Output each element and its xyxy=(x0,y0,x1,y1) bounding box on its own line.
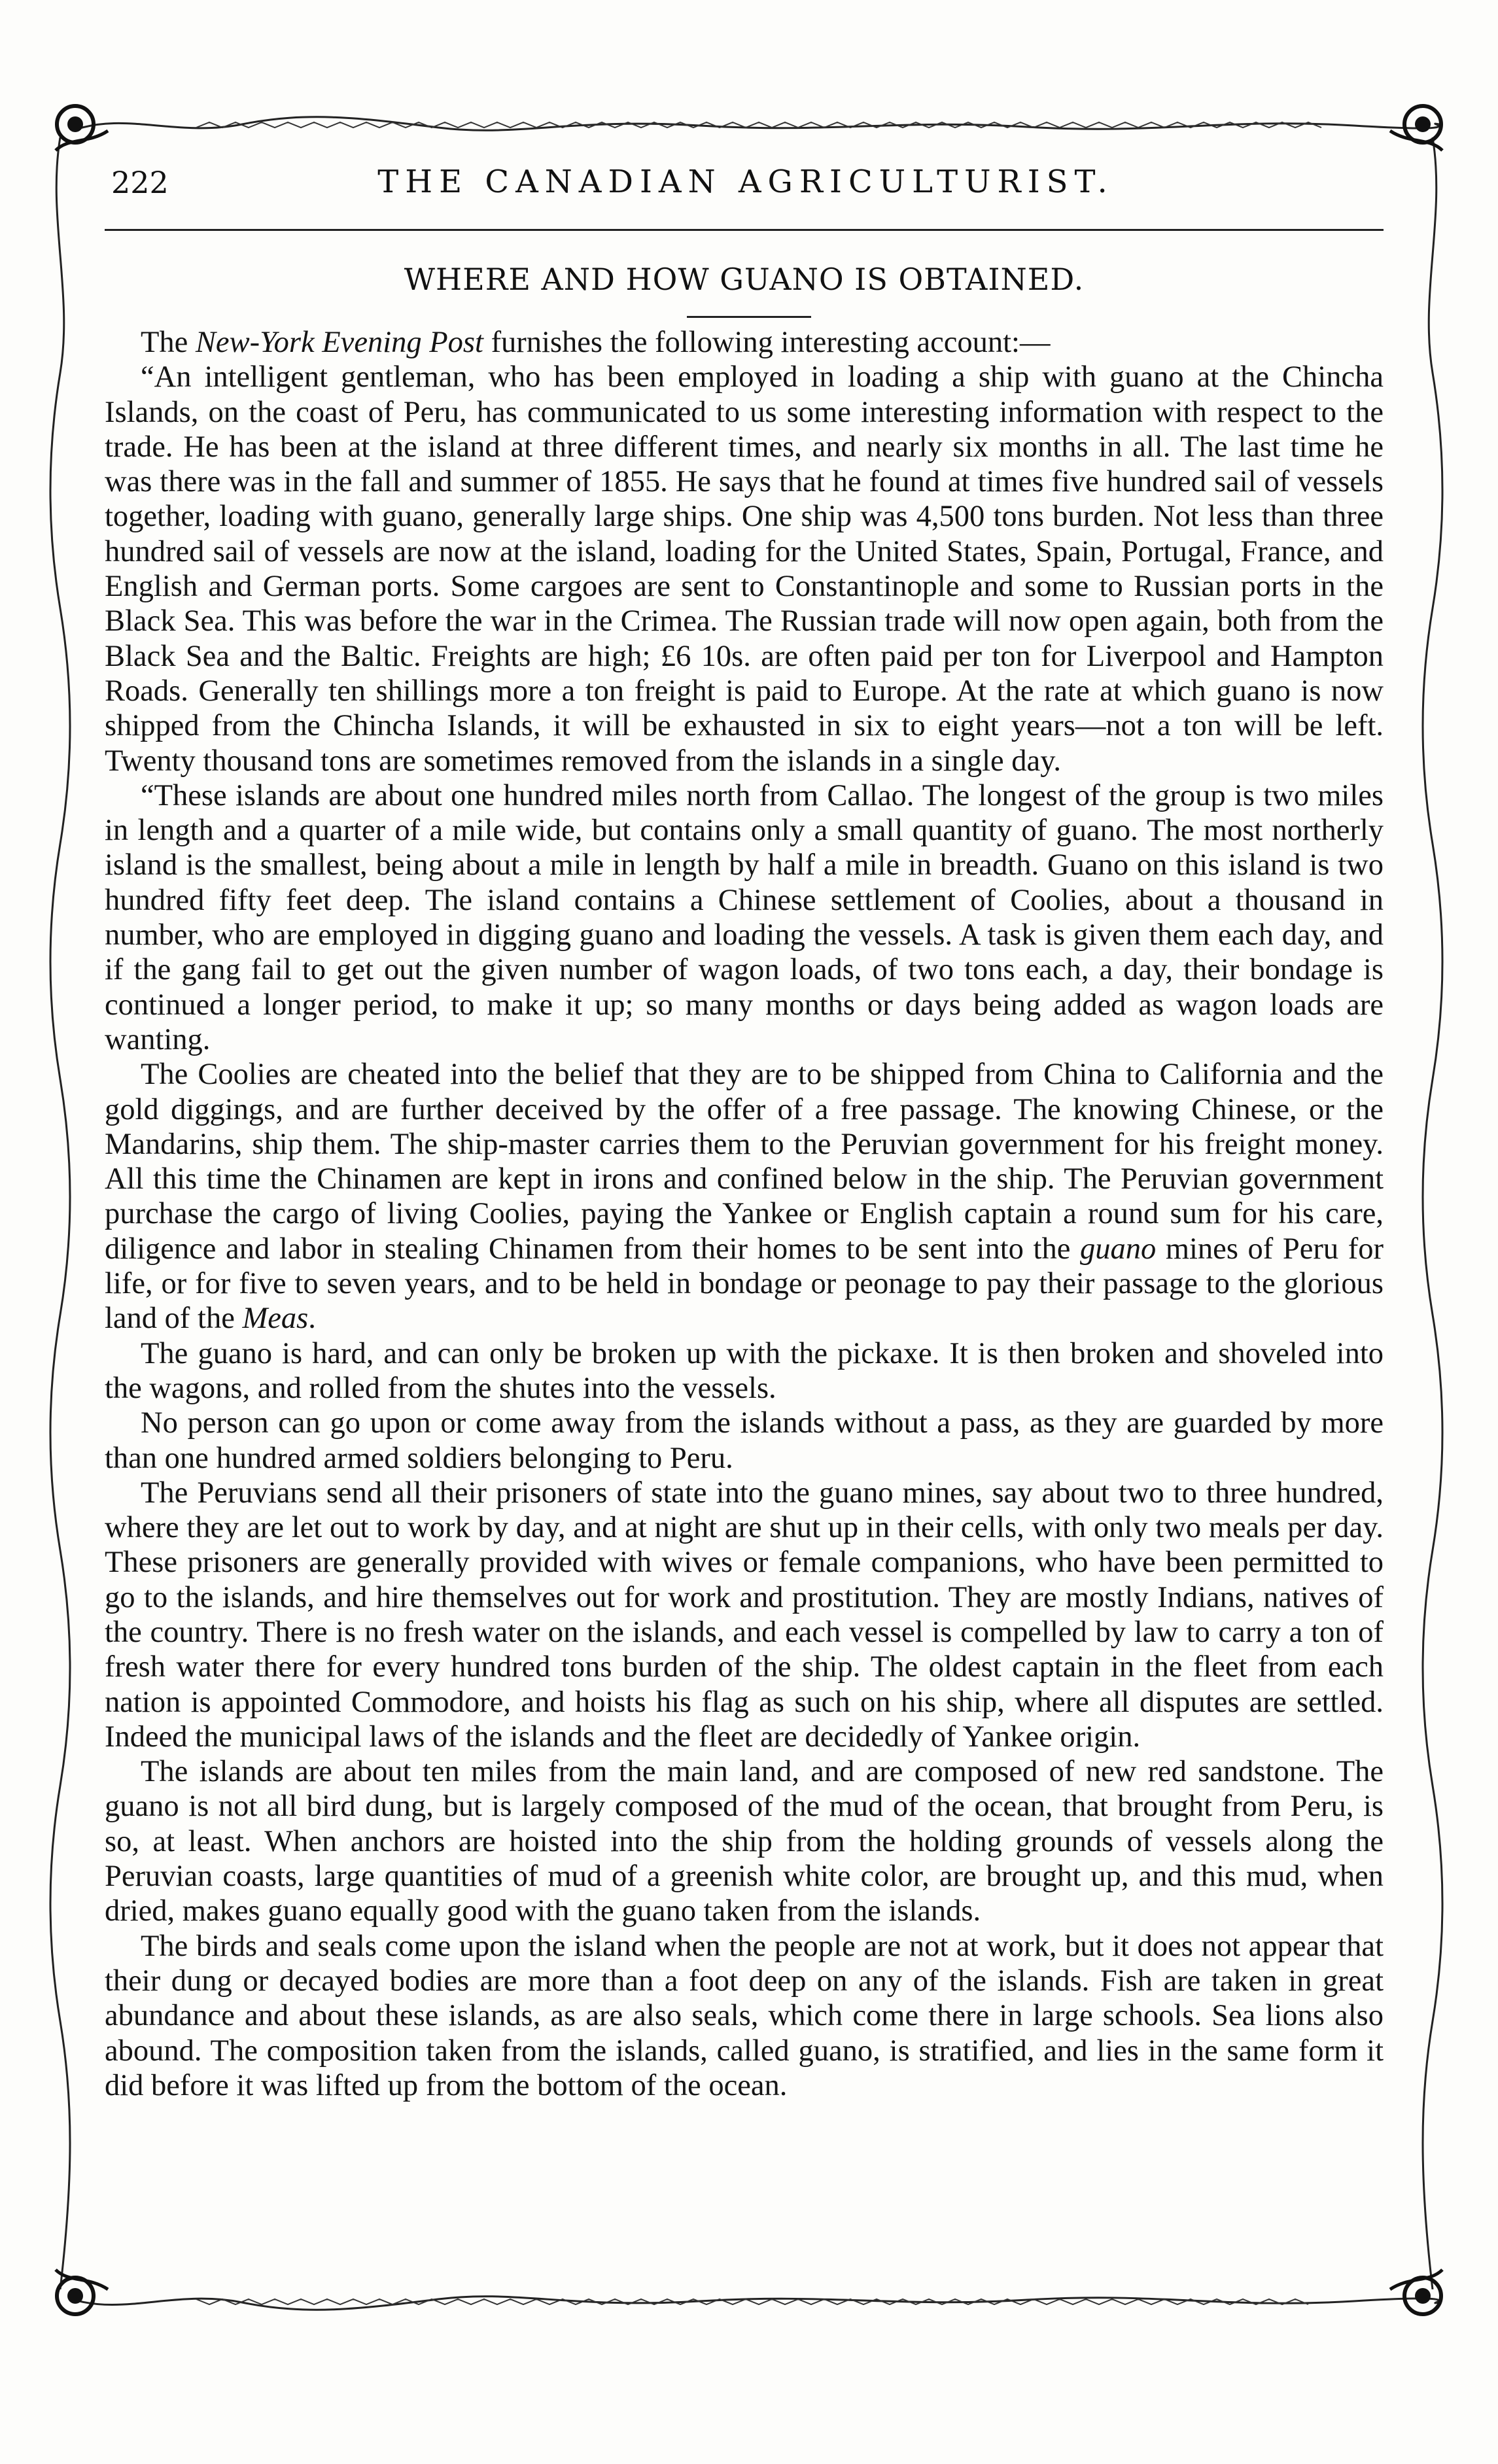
header-rule xyxy=(105,229,1384,231)
article-body xyxy=(105,325,1384,2103)
paragraph-4: The guano is hard, and can only be broken up with the pickaxe. It is then broken and shoveled into the wagons, and rolled from the shutes into the vessels. xyxy=(105,1336,1384,1405)
paragraph-5: No person can go upon or come away from the islands without a pass, as they are guarded by more than one hundred armed soldiers belonging to Peru. xyxy=(105,1406,1384,1475)
top-ornamental-border xyxy=(46,98,1452,144)
article-title: WHERE AND HOW GUANO IS OBTAINED. xyxy=(404,262,1085,297)
corner-flourish-icon xyxy=(1377,2250,1455,2329)
title-rule xyxy=(687,316,811,318)
paragraph-2: “These islands are about one hundred miles north from Callao. The longest of the group is two miles in length and a quarter of a mile wide, but contains only a small quantity of guano. The most northerly island is the smallest, being about a mile in length by half a mile in breadth. Guano on this island is two hundred fifty feet deep. The island contains a Chinese settlement of Coolies, about a thousand in number, who are employed in digging guano and loading the vessels. A task is given them each day, and if the gang fail to get out the given number of wagon loads, of two tons each, a day, their bondage is continued a longer period, to make it up; so many months or days being added as wagon loads are wanting. xyxy=(105,778,1384,1056)
paragraph-1: “An intelligent gentleman, who has been employed in loading a ship with guano at the Chincha Islands, on the coast of Peru, has communicated to us some interesting information with respect to the trade. He has been at the island at three different times, and nearly six months in all. The last time he was there was in the fall and summer of 1855. He says that he found at times five hundred sail of vessels together, loading with guano, generally large ships. One ship was 4,500 tons burden. Not less than three hundred sail of vessels are now at the island, loading for the United States, Spain, Portugal, France, and English and German ports. Some cargoes are sent to Constantinople and some to Russian ports in the Black Sea. This was before the war in the Crimea. The Russian trade will now open again, both from the Black Sea and the Baltic. Freights are high; £6 10s. are often paid per ton for Liverpool and Hampton Roads. Generally ten shillings more a ton freight is paid to Europe. At the rate at which guano is now shipped from the Chincha Islands, it will be exhausted in six to eight years—not a ton will be left. Twenty thousand tons are sometimes removed from the islands in a single day. xyxy=(105,360,1384,778)
paragraph-7: The islands are about ten miles from the main land, and are composed of new red sandstone. The guano is not all bird dung, but is largely composed of the mud of the ocean, that brought from Peru, is so, at least. When anchors are hoisted into the ship from the holding grounds of vessels along the Peruvian coasts, large quantities of mud of a greenish white color, are brought up, and this mud, when dried, makes guano equally good with the guano taken from the islands. xyxy=(105,1755,1384,1928)
bottom-ornamental-border xyxy=(46,2280,1452,2325)
corner-flourish-icon xyxy=(1377,92,1455,170)
intro-paragraph: The New-York Evening Post furnishes the following interesting account:— xyxy=(141,326,1051,359)
paragraph-3: The Coolies are cheated into the belief that they are to be shipped from China to California and the gold diggings, and are further deceived by the offer of a free passage. The knowing Chinese, or the Mandarins, ship them. The ship-master carries them to the Peruvian government for his freight money. All this time the Chinamen are kept in irons and confined below in the ship. The Peruvian government purchase the cargo of living Coolies, paying the Yankee or English captain a round sum for his care, diligence and labor in stealing Chinamen from their homes to be sent into the guano mines of Peru for life, or for five to seven years, and to be held in bondage or peonage to pay their passage to the glorious land of the Meas. xyxy=(105,1058,1384,1336)
running-title: THE CANADIAN AGRICULTURIST. xyxy=(377,164,1114,200)
corner-flourish-icon xyxy=(43,2250,121,2329)
paragraph-8: The birds and seals come upon the island when the people are not at work, but it does not appear that their dung or decayed bodies are more than a foot deep on any of the islands. Fish are taken in great abundance and about these islands, as are also seals, which come there in large schools. Sea lions also abound. The composition taken from the islands, called guano, is stratified, and lies in the same form it did before it was lifted up from the bottom of the ocean. xyxy=(105,1929,1384,2102)
left-ornamental-border xyxy=(41,137,80,2289)
page-number: 222 xyxy=(111,165,169,200)
right-ornamental-border xyxy=(1413,137,1452,2289)
source-publication: New-York Evening Post xyxy=(195,326,483,359)
paragraph-6: The Peruvians send all their prisoners of state into the guano mines, say about two to three hundred, where they are let out to work by day, and at night are shut up in their cells, with only two meals per day. These prisoners are generally provided with wives or female companions, who have been permitted to go to the islands, and hire themselves out for work and prostitution. They are mostly Indians, natives of the country. There is no fresh water on the islands, and each vessel is compelled by law to carry a ton of fresh water there for every hundred tons burden of the ship. The oldest captain in the fleet from each nation is appointed Commodore, and hoists his flag as such on his ship, where all disputes are settled. Indeed the municipal laws of the islands and the fleet are decidedly of Yankee origin. xyxy=(105,1476,1384,1754)
page-header xyxy=(105,152,1387,211)
